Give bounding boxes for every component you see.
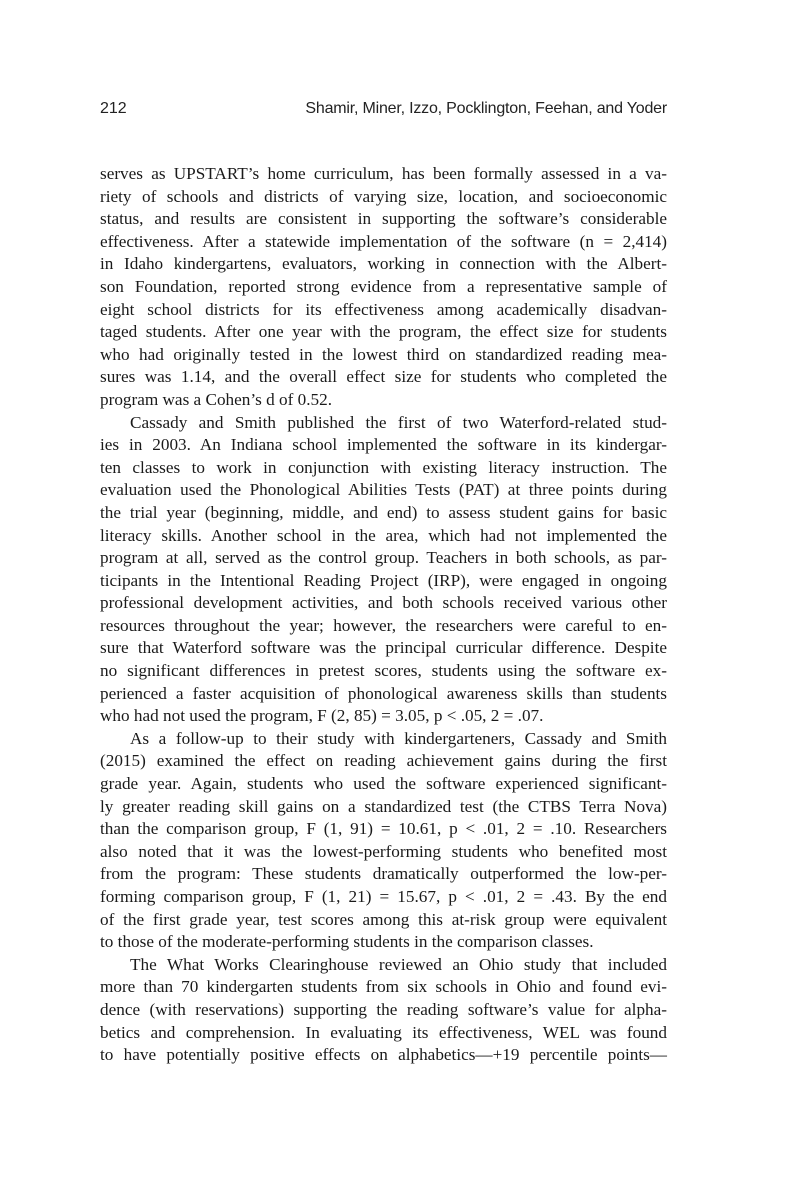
text-line: effectiveness. After a statewide implementation of the software (n = 2,414) [100,231,667,251]
text-line: ies in 2003. An Indiana school implemented the software in its kindergar- [100,435,667,455]
text-line: grade year. Again, students who used the software experienced significant- [100,774,667,794]
text-line: riety of schools and districts of varying size, location, and socioeconomic [100,186,667,206]
text-line: program was a Cohen’s d of 0.52. [100,389,332,409]
text-line: than the comparison group, F (1, 91) = 10.61, p < .01, 2 = .10. Researchers [100,819,667,839]
page-number: 212 [100,100,127,117]
text-line: Cassady and Smith published the first of two Waterford-related stud- [130,412,667,432]
text-line: resources throughout the year; however, the researchers were careful to en- [100,615,667,635]
paragraph-2 [100,412,667,728]
text-line: sures was 1.14, and the overall effect size for students who completed the [100,367,667,387]
body-text [100,163,667,1067]
text-line: who had not used the program, F (2, 85) = 3.05, p < .05, 2 = .07. [100,706,544,726]
text-line: to those of the moderate-performing students in the comparison classes. [100,932,594,952]
text-line: to have potentially positive effects on alphabetics—+19 percentile points— [100,1045,667,1065]
text-line: program at all, served as the control group. Teachers in both schools, as par- [100,548,667,568]
text-line: also noted that it was the lowest-performing students who benefited most [100,841,667,861]
text-line: sure that Waterford software was the principal curricular difference. Despite [100,638,667,658]
text-line: son Foundation, reported strong evidence from a representative sample of [100,276,667,296]
text-line: the trial year (beginning, middle, and end) to assess student gains for basic [100,502,667,522]
text-line: The What Works Clearinghouse reviewed an Ohio study that included [130,954,667,974]
text-line: taged students. After one year with the program, the effect size for students [100,322,667,342]
text-line: professional development activities, and both schools received various other [100,593,667,613]
text-line: forming comparison group, F (1, 21) = 15.67, p < .01, 2 = .43. By the end [100,887,667,906]
text-line: dence (with reservations) supporting the reading software’s value for alpha- [100,999,667,1019]
text-line: ly greater reading skill gains on a standardized test (the CTBS Terra Nova) [100,796,667,816]
text-line: from the program: These students dramatically outperformed the low-per- [100,864,667,884]
text-line: ten classes to work in conjunction with existing literacy instruction. The [100,457,667,477]
text-line: literacy skills. Another school in the area, which had not implemented the [100,525,667,545]
text-line: As a follow-up to their study with kindergarteners, Cassady and Smith [130,728,667,748]
running-head [100,96,667,122]
running-head-authors: Shamir, Miner, Izzo, Pocklington, Feehan, and Yoder [305,100,667,117]
text-line: eight school districts for its effectiveness among academically disadvan- [100,299,667,319]
text-line: serves as UPSTART’s home curriculum, has been formally assessed in a va- [100,164,667,183]
text-line: who had originally tested in the lowest third on standardized reading mea- [100,344,667,364]
text-line: of the first grade year, test scores among this at-risk group were equivalent [100,909,667,929]
text-line: perienced a faster acquisition of phonological awareness skills than students [100,683,667,703]
text-line: no significant differences in pretest scores, students using the software ex- [100,661,667,681]
paragraph-4 [100,954,667,1067]
text-line: (2015) examined the effect on reading achievement gains during the first [100,751,667,771]
text-line: more than 70 kindergarten students from six schools in Ohio and found evi- [100,977,667,997]
paragraph-3 [100,728,667,954]
text-line: evaluation used the Phonological Abilities Tests (PAT) at three points during [100,480,667,500]
text-line: ticipants in the Intentional Reading Project (IRP), were engaged in ongoing [100,570,667,590]
text-line: status, and results are consistent in supporting the software’s considerable [100,209,667,229]
text-line: betics and comprehension. In evaluating its effectiveness, WEL was found [100,1022,667,1042]
text-line: in Idaho kindergartens, evaluators, working in connection with the Albert- [100,254,667,274]
paragraph-1 [100,163,667,412]
